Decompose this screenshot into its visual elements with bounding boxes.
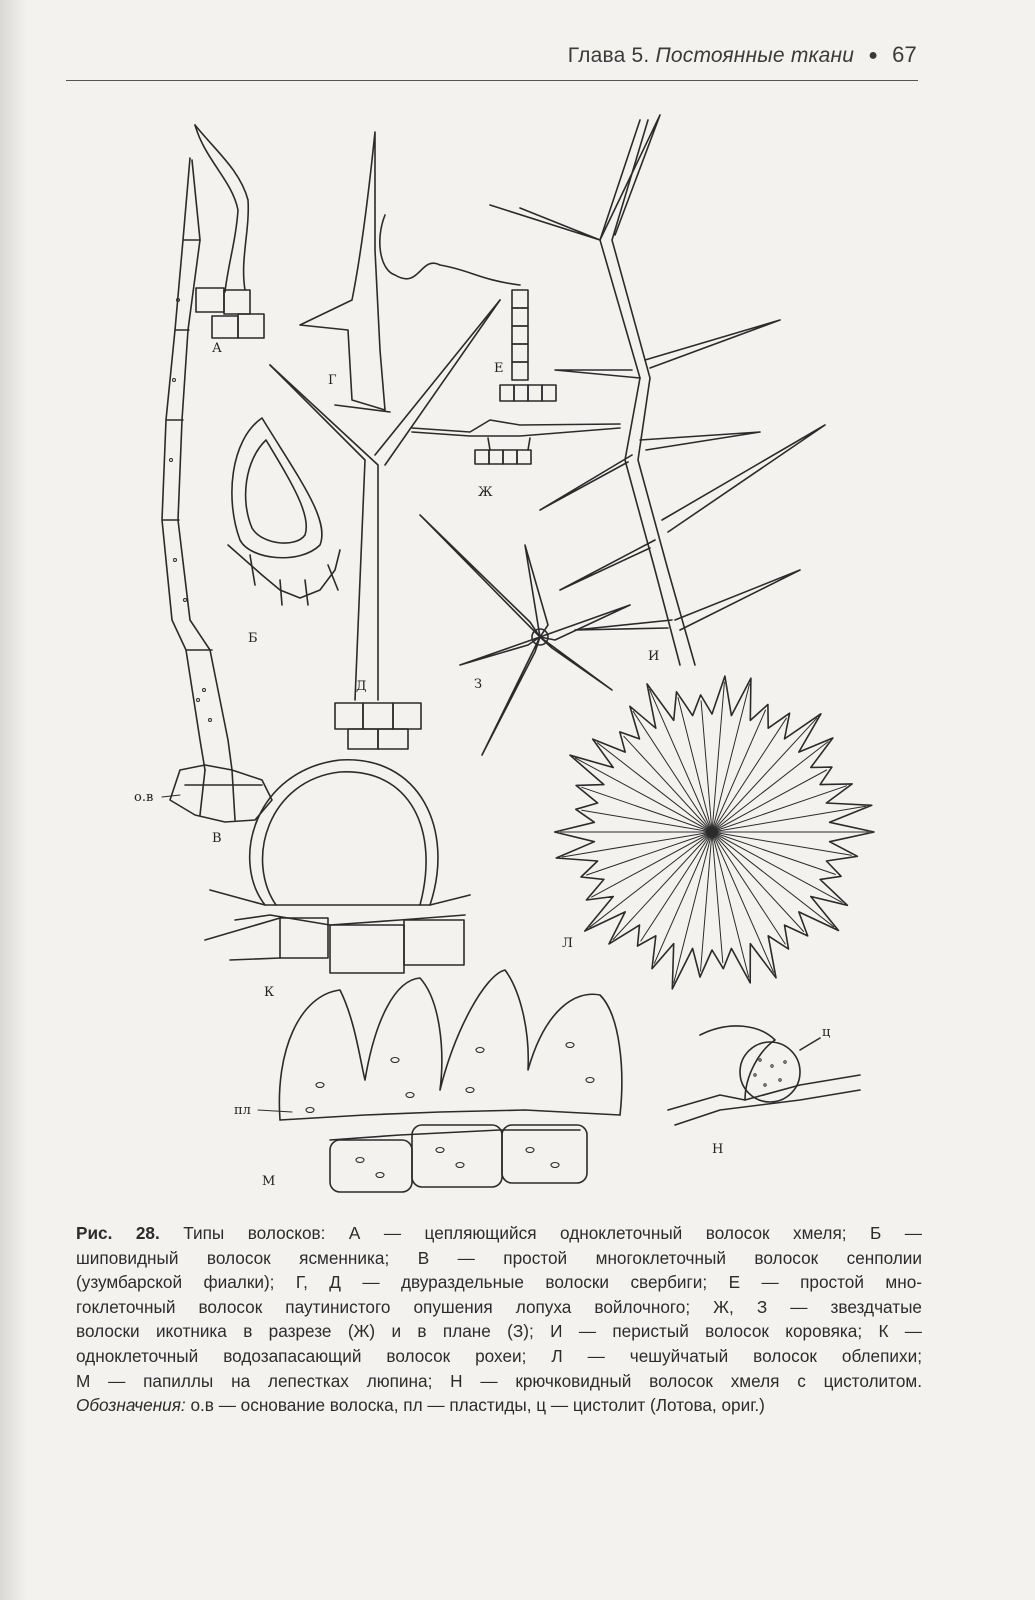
- chapter-title: Постоянные ткани: [655, 44, 855, 67]
- hair-zh-stellate-section: [412, 420, 620, 464]
- scale-ray: [712, 832, 804, 932]
- label-zh: Ж: [478, 485, 493, 500]
- annotation-ov: о.в: [134, 790, 154, 805]
- hair-a-hooked: [195, 125, 264, 338]
- hair-z-stellate-plan: [420, 515, 630, 755]
- scale-ray: [712, 832, 774, 972]
- figure-caption: [76, 1221, 922, 1418]
- hair-i-plumose: [490, 115, 825, 665]
- scale-ray: [613, 832, 712, 940]
- chapter-number: Глава 5.: [567, 44, 650, 67]
- scale-ray: [650, 689, 713, 832]
- caption-legend-line: [76, 1393, 922, 1418]
- scale-ray: [597, 743, 712, 832]
- label-g: Г: [328, 373, 337, 388]
- hair-l-peltate-scale: [555, 676, 874, 989]
- caption-line-1-text: Типы волосков: А — цепляющийся одноклеточный волосок хмеля; Б —: [159, 1223, 922, 1243]
- caption-line-7: М — папиллы на лепестках люпина; Н — крючковидный волосок хмеля с цистолитом.: [76, 1370, 922, 1391]
- annotation-pl: пл: [234, 1103, 251, 1118]
- caption-line-3: (узумбарской фиалки); Г, Д — двураздельные волоски свербиги; Е — простой мно-: [76, 1272, 922, 1293]
- label-b: Б: [248, 631, 258, 646]
- label-n: Н: [712, 1142, 724, 1157]
- scale-ray: [712, 832, 835, 874]
- scale-ray: [633, 711, 712, 832]
- scale-ray: [712, 718, 786, 832]
- hair-d-y-shaped: [270, 300, 500, 749]
- scale-ray: [654, 832, 712, 963]
- scale-ray: [712, 718, 817, 832]
- hair-e-cobweb: [380, 215, 556, 401]
- hair-b-spiny: [228, 418, 340, 605]
- label-v: В: [212, 831, 222, 846]
- legend-text: о.в — основание волоска, пл — пластиды, ц — цистолит (Лотова, ориг.): [185, 1395, 765, 1416]
- caption-line-2: шиповидный волосок ясменника; В — простой многоклеточный волосок сенполии: [76, 1247, 922, 1268]
- scale-ray: [712, 742, 828, 832]
- legend-label: Обозначения:: [76, 1395, 186, 1416]
- scale-ray: [590, 832, 712, 927]
- page-number: 67: [892, 42, 917, 67]
- label-a: А: [212, 341, 222, 356]
- scale-ray: [587, 832, 712, 875]
- annotation-ts: ц: [822, 1025, 831, 1040]
- bullet-separator: ●: [868, 47, 879, 64]
- label-d: Д: [356, 679, 367, 694]
- figure-label: Рис. 28.: [76, 1223, 160, 1243]
- scale-ray: [582, 787, 712, 832]
- hair-v-multicellular: [162, 158, 272, 822]
- caption-line-6: одноклеточный водозапасающий волосок рохеи; Л — чешуйчатый волосок облепихи;: [76, 1345, 922, 1366]
- caption-line-5: волоски икотника в разрезе (Ж) и в плане (З); И — перистый волосок коровяка; К —: [76, 1321, 922, 1342]
- scale-ray: [712, 786, 847, 832]
- caption-line-1: [76, 1221, 922, 1246]
- label-i: И: [648, 649, 660, 664]
- caption-line-4: гоклеточный волосок паутинистого опушения лопуха войлочного; Ж, З — звездчатые: [76, 1296, 922, 1317]
- label-m: М: [262, 1174, 276, 1189]
- scale-ray: [624, 736, 712, 832]
- hair-n-cystolith: [668, 1026, 860, 1125]
- scale-ray: [712, 832, 785, 944]
- label-k: К: [264, 985, 275, 1000]
- label-z: З: [474, 677, 483, 692]
- label-e: Е: [494, 361, 504, 376]
- scale-ray: [712, 832, 834, 927]
- hair-k-water-storing: [205, 760, 470, 973]
- papillae-m: [279, 970, 621, 1192]
- scale-ray: [641, 832, 712, 941]
- label-l: Л: [562, 936, 573, 951]
- scale-ray: [674, 832, 712, 983]
- hair-g-bifurcate: [300, 132, 390, 412]
